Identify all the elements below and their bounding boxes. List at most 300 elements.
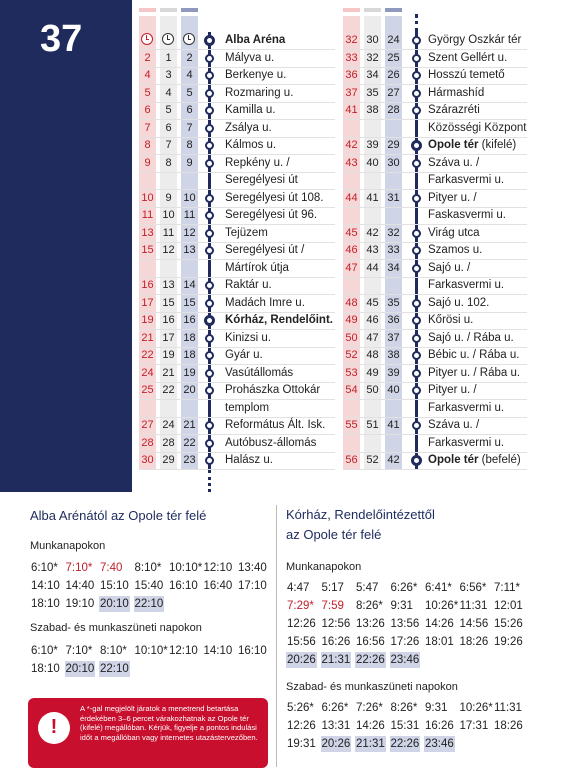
travel-minutes: 13 (183, 244, 196, 256)
travel-minutes: 24 (162, 419, 175, 431)
travel-minutes: 15 (183, 296, 196, 309)
departure-time: 14:10 (31, 580, 60, 592)
travel-minutes: 48 (345, 296, 358, 309)
travel-minutes: 28 (162, 436, 175, 449)
departure-time: 22:10 (134, 598, 164, 610)
travel-minutes: 17 (162, 331, 175, 344)
stop-name: Bébic u. / Rába u. (428, 349, 520, 361)
travel-minutes: 5 (186, 86, 193, 99)
stop-name: Farkasvermi u. (428, 279, 505, 291)
travel-minutes: 43 (366, 244, 379, 256)
stop-name: Farkasvermi u. (428, 401, 505, 414)
travel-minutes: 18 (183, 349, 196, 361)
stop-dot (412, 334, 421, 343)
departure-time: 17:31 (459, 720, 489, 732)
travel-minutes: 50 (345, 331, 358, 344)
stop-row (0, 172, 566, 190)
travel-minutes: 55 (345, 419, 358, 431)
departure-time: 14:26 (425, 618, 454, 630)
travel-minutes: 50 (366, 384, 379, 396)
departure-time: 10:10* (169, 562, 203, 574)
clock-icon (162, 33, 174, 45)
stop-name: Farkasvermi u. (428, 436, 505, 449)
departure-time: 7:10* (65, 645, 93, 657)
travel-minutes: 5 (144, 86, 151, 99)
stop-dot (411, 455, 422, 466)
stop-name: Halász u. (225, 454, 273, 466)
travel-minutes: 52 (345, 349, 358, 361)
travel-minutes: 32 (366, 51, 379, 64)
departure-time: 17:26 (390, 636, 420, 648)
travel-minutes: 44 (345, 191, 358, 204)
travel-minutes: 37 (345, 86, 358, 99)
travel-minutes: 21 (141, 331, 154, 344)
stop-row (0, 400, 566, 418)
travel-minutes: 10 (183, 191, 196, 204)
departure-time: 18:26 (494, 720, 523, 732)
travel-minutes: 30 (366, 34, 379, 46)
stop-row (0, 137, 566, 155)
travel-minutes: 2 (186, 51, 193, 64)
stop-name: Kálmos u. (225, 139, 277, 151)
departure-time: 16:10 (169, 580, 198, 592)
travel-minutes: 8 (144, 139, 151, 151)
travel-minutes: 7 (144, 121, 151, 134)
departure-time: 23:46 (390, 654, 420, 666)
travel-minutes: 16 (183, 314, 196, 326)
travel-minutes: 12 (183, 226, 196, 239)
travel-minutes: 11 (162, 226, 175, 239)
travel-minutes: 7 (165, 139, 172, 151)
column-header-bar (364, 8, 381, 12)
departure-time: 10:26* (459, 702, 493, 714)
travel-minutes: 4 (165, 86, 172, 99)
travel-minutes: 53 (345, 366, 358, 379)
departure-time: 6:41* (425, 582, 452, 594)
travel-minutes: 27 (387, 86, 400, 99)
departure-time: 18:10 (31, 598, 60, 610)
stop-name: Gyár u. (225, 349, 263, 361)
stop-dot (412, 369, 421, 378)
departure-time: 18:10 (31, 663, 60, 675)
stop-dot (412, 264, 421, 273)
stop-row (0, 102, 566, 120)
stop-name: Opole tér (befelé) (428, 454, 521, 466)
warning-box (28, 698, 268, 768)
travel-minutes: 22 (162, 384, 175, 396)
stop-row (0, 347, 566, 365)
travel-minutes: 10 (162, 209, 175, 221)
travel-minutes: 38 (387, 349, 400, 361)
stop-dot (412, 351, 421, 360)
travel-minutes: 46 (345, 244, 358, 256)
departure-time: 12:01 (494, 600, 523, 612)
departure-time: 17:10 (238, 580, 267, 592)
travel-minutes: 2 (144, 51, 151, 64)
stop-row (0, 85, 566, 103)
departure-time: 14:56 (459, 618, 489, 630)
departure-time: 13:56 (390, 618, 420, 630)
schedule-title: Alba Arénától az Opole tér felé (30, 508, 207, 523)
travel-minutes: 49 (345, 314, 358, 326)
departure-time: 6:56* (459, 582, 487, 594)
stop-name: Virág utca (428, 226, 480, 239)
travel-minutes: 52 (366, 454, 379, 466)
travel-minutes: 43 (345, 156, 358, 169)
travel-minutes: 21 (162, 366, 175, 379)
travel-minutes: 56 (345, 454, 358, 466)
weekday-label: Munkanapokon (30, 540, 106, 552)
travel-minutes: 8 (186, 139, 193, 151)
stop-row (0, 155, 566, 173)
travel-minutes: 31 (387, 191, 400, 204)
departure-time: 10:10* (134, 645, 168, 657)
stop-row (0, 312, 566, 330)
travel-minutes: 6 (186, 104, 193, 116)
travel-minutes: 33 (387, 244, 400, 256)
travel-minutes: 20 (183, 384, 196, 396)
departure-time: 6:10* (31, 645, 58, 657)
travel-minutes: 41 (387, 419, 400, 431)
travel-minutes: 46 (366, 314, 379, 326)
stop-dot (412, 36, 421, 45)
stop-name: Opole tér (kifelé) (428, 139, 517, 151)
travel-minutes: 18 (183, 331, 196, 344)
travel-minutes: 6 (144, 104, 151, 116)
holiday-label: Szabad- és munkaszüneti napokon (286, 681, 458, 693)
stop-row (0, 435, 566, 453)
travel-minutes: 22 (183, 436, 196, 449)
departure-time: 6:26* (390, 582, 418, 594)
travel-minutes: 41 (345, 104, 358, 116)
departure-time: 20:10 (100, 598, 129, 610)
travel-minutes: 39 (387, 366, 400, 379)
departure-time: 8:10* (100, 645, 127, 657)
travel-minutes: 10 (141, 191, 154, 204)
departure-time: 14:40 (65, 580, 95, 592)
travel-minutes: 28 (141, 436, 154, 449)
departure-time: 21:31 (321, 654, 351, 666)
departure-time: 8:26* (390, 702, 418, 714)
travel-minutes: 29 (387, 139, 400, 151)
departure-time: 15:31 (390, 720, 420, 732)
travel-minutes: 48 (366, 349, 379, 361)
travel-minutes: 24 (387, 34, 400, 46)
stop-name: Szamos u. (428, 244, 483, 256)
stop-dot (412, 89, 421, 98)
departure-time: 23:46 (425, 738, 454, 750)
travel-minutes: 7 (186, 121, 193, 134)
travel-minutes: 3 (165, 69, 172, 81)
stop-dot (412, 246, 421, 255)
stop-dot (412, 316, 421, 325)
stop-name: Seregélyesi út / (225, 244, 305, 256)
travel-minutes: 34 (366, 69, 379, 81)
departure-time: 22:26 (390, 738, 420, 750)
stop-row (0, 242, 566, 260)
departure-time: 11:31 (494, 702, 522, 714)
stop-row (0, 50, 566, 68)
departure-time: 12:26 (287, 618, 316, 630)
stop-row (0, 452, 566, 470)
travel-minutes: 11 (183, 209, 196, 221)
stop-direction: (befelé) (478, 454, 521, 466)
stop-name: György Oszkár tér (428, 34, 522, 46)
stop-name: Faskasvermi u. (428, 209, 506, 221)
column-header-bar (343, 8, 360, 12)
stop-name: Mályva u. (225, 51, 275, 64)
stop-row (0, 277, 566, 295)
stop-name: Száva u. / (428, 419, 480, 431)
stop-dot (412, 386, 421, 395)
departure-time: 13:31 (321, 720, 351, 732)
travel-minutes: 54 (345, 384, 358, 396)
stop-row (0, 295, 566, 313)
departure-time: 16:56 (356, 636, 385, 648)
departure-time: 16:10 (238, 645, 267, 657)
departure-time: 7:59 (321, 600, 344, 612)
travel-minutes: 4 (186, 69, 193, 81)
stop-name: Farkasvermi u. (428, 174, 505, 186)
departure-time: 12:26 (287, 720, 316, 732)
departure-time: 13:40 (238, 562, 267, 574)
departure-time: 20:10 (65, 663, 95, 675)
travel-minutes: 25 (387, 51, 400, 64)
departure-time: 6:26* (321, 702, 349, 714)
travel-minutes: 49 (366, 366, 379, 379)
stop-name: Közösségi Központ (428, 121, 527, 134)
stop-row (0, 190, 566, 208)
stop-dot (411, 140, 422, 151)
stop-name: Raktár u. (225, 279, 272, 291)
travel-minutes: 35 (366, 86, 379, 99)
travel-minutes: 28 (387, 104, 400, 116)
stop-name: Kinizsi u. (225, 331, 272, 344)
stop-dot (412, 159, 421, 168)
stop-name: Alba Aréna (225, 34, 286, 46)
travel-minutes: 47 (345, 261, 358, 274)
travel-minutes: 13 (141, 226, 154, 239)
travel-minutes: 32 (345, 34, 358, 46)
column-header-bar (139, 8, 156, 12)
stop-dot (412, 54, 421, 63)
stop-name: Kőrösi u. (428, 314, 474, 326)
departure-time: 14:26 (356, 720, 385, 732)
travel-minutes: 42 (345, 139, 358, 151)
stop-name: Pityer u. / (428, 384, 477, 396)
stop-name: templom (225, 401, 270, 414)
column-header-bar (181, 8, 198, 12)
departure-time: 19:26 (494, 636, 523, 648)
stop-name: Mártírok útja (225, 261, 289, 274)
travel-minutes: 21 (183, 419, 196, 431)
travel-minutes: 45 (345, 226, 358, 239)
departure-time: 12:10 (169, 645, 198, 657)
stop-name: Hosszú temető (428, 69, 505, 81)
column-header-bar (385, 8, 402, 12)
stop-name: Rozmaring u. (225, 86, 294, 99)
stop-name: Tejüzem (225, 226, 268, 239)
stop-row (0, 67, 566, 85)
travel-minutes: 19 (183, 366, 196, 379)
travel-minutes: 40 (387, 384, 400, 396)
stop-name: Repkény u. / (225, 156, 290, 169)
departure-time: 21:31 (356, 738, 385, 750)
stop-name: Kamilla u. (225, 104, 276, 116)
stop-row (0, 207, 566, 225)
travel-minutes: 36 (345, 69, 358, 81)
departure-time: 10:26* (425, 600, 459, 612)
travel-minutes: 1 (165, 51, 172, 64)
travel-minutes: 6 (165, 121, 172, 134)
stop-row (0, 365, 566, 383)
travel-minutes: 35 (387, 296, 400, 309)
stop-name: Hármashíd (428, 86, 485, 99)
travel-minutes: 26 (387, 69, 400, 81)
stop-row (0, 260, 566, 278)
stop-dot (412, 229, 421, 238)
stop-name: Református Ált. Isk. (225, 419, 326, 431)
row-separator (343, 469, 527, 470)
stop-name: Kórház, Rendelőint. (225, 314, 333, 326)
stop-name: Zsálya u. (225, 121, 272, 134)
travel-minutes: 4 (144, 69, 151, 81)
departure-time: 14:10 (203, 645, 233, 657)
departure-time: 7:10* (65, 562, 93, 574)
travel-minutes: 39 (366, 139, 379, 151)
travel-minutes: 9 (165, 191, 172, 204)
departure-time: 11:31 (459, 600, 488, 612)
travel-minutes: 25 (141, 384, 154, 396)
route-line-start (415, 14, 418, 32)
travel-minutes: 14 (183, 279, 196, 291)
travel-minutes: 5 (165, 104, 172, 116)
stop-name: Sajó u. 102. (428, 296, 490, 309)
travel-minutes: 41 (366, 191, 379, 204)
departure-time: 15:10 (100, 580, 129, 592)
travel-minutes: 22 (141, 349, 154, 361)
travel-minutes: 19 (162, 349, 175, 361)
stop-row (0, 330, 566, 348)
departure-time: 15:56 (287, 636, 316, 648)
clock-icon (141, 33, 153, 45)
stop-dot (412, 71, 421, 80)
section-divider (276, 505, 277, 767)
departure-time: 7:11* (494, 582, 521, 594)
departure-time: 5:17 (321, 582, 344, 594)
departure-time: 15:26 (494, 618, 523, 630)
departure-time: 6:10* (31, 562, 58, 574)
stop-dot (412, 299, 421, 308)
travel-minutes: 37 (387, 331, 400, 344)
travel-minutes: 15 (141, 244, 154, 256)
travel-minutes: 38 (366, 104, 379, 116)
stop-name: Szárazréti (428, 104, 480, 116)
stop-name: Sajó u. / Rába u. (428, 331, 514, 344)
route-line-end (208, 470, 211, 492)
stop-row (0, 382, 566, 400)
departure-time: 22:10 (100, 663, 129, 675)
departure-time: 7:40 (100, 562, 123, 574)
stop-name: Pityer u. / (428, 191, 477, 204)
travel-minutes: 32 (387, 226, 400, 239)
travel-minutes: 16 (162, 314, 175, 326)
schedule-title: az Opole tér felé (286, 527, 382, 542)
stop-name: Szent Gellért u. (428, 51, 508, 64)
stop-name: Seregélyesi út (225, 174, 298, 186)
travel-minutes: 15 (162, 296, 175, 309)
weekday-label: Munkanapokon (286, 561, 362, 573)
stop-dot (412, 106, 421, 115)
travel-minutes: 47 (366, 331, 379, 344)
travel-minutes: 16 (141, 279, 154, 291)
stop-row (0, 32, 566, 50)
travel-minutes: 9 (186, 156, 193, 169)
departure-time: 4:47 (287, 582, 310, 594)
departure-time: 7:29* (287, 600, 314, 612)
departure-time: 20:26 (321, 738, 351, 750)
warning-triangle-icon: ! (38, 712, 70, 744)
stop-name: Seregélyesi út 108. (225, 191, 324, 204)
departure-time: 9:31 (390, 600, 413, 612)
travel-minutes: 13 (162, 279, 175, 291)
warning-text: A *-gal megjelölt járatok a menetrend betartása érdekében 3–6 percet várakozhatnak az Opole tér (kifelé) megállóban. Kérjük, figyelje a pontos indulási időt a megállóban vagy internetes utazástervezőben. (80, 704, 258, 742)
travel-minutes: 8 (165, 156, 172, 169)
departure-time: 8:10* (134, 562, 162, 574)
departure-time: 16:26 (321, 636, 351, 648)
stop-dot (412, 194, 421, 203)
departure-time: 9:31 (425, 702, 448, 714)
stop-name: Berkenye u. (225, 69, 287, 81)
schedule-title: Kórház, Rendelőintézettől (286, 507, 435, 522)
stop-row (0, 225, 566, 243)
departure-time: 7:26* (356, 702, 383, 714)
travel-minutes: 40 (366, 156, 379, 169)
travel-minutes: 51 (366, 419, 379, 431)
travel-minutes: 17 (141, 296, 154, 309)
travel-minutes: 34 (387, 261, 400, 274)
departure-time: 18:01 (425, 636, 454, 648)
stop-dot (412, 421, 421, 430)
stop-name: Prohászka Ottokár (225, 384, 321, 396)
clock-icon (183, 33, 195, 45)
departure-time: 19:31 (287, 738, 316, 750)
stop-name: Autóbusz-állomás (225, 436, 317, 449)
departure-time: 16:40 (203, 580, 233, 592)
departure-time: 15:40 (134, 580, 164, 592)
stop-name: Madách Imre u. (225, 296, 305, 309)
travel-minutes: 29 (162, 454, 175, 466)
travel-minutes: 30 (141, 454, 154, 466)
departure-time: 16:26 (425, 720, 454, 732)
travel-minutes: 30 (387, 156, 400, 169)
travel-minutes: 33 (345, 51, 358, 64)
stop-name: Sajó u. / (428, 261, 471, 274)
travel-minutes: 19 (141, 314, 154, 326)
travel-minutes: 9 (144, 156, 151, 169)
stop-name: Vasútállomás (225, 366, 294, 379)
travel-minutes: 27 (141, 419, 154, 431)
stop-name: Seregélyesi út 96. (225, 209, 318, 221)
holiday-label: Szabad- és munkaszüneti napokon (30, 622, 202, 634)
departure-time: 19:10 (65, 598, 95, 610)
departure-time: 22:26 (356, 654, 385, 666)
departure-time: 5:47 (356, 582, 379, 594)
stop-name: Pityer u. / Rába u. (428, 366, 521, 379)
departure-time: 8:26* (356, 600, 383, 612)
column-header-bar (160, 8, 177, 12)
travel-minutes: 24 (141, 366, 154, 379)
